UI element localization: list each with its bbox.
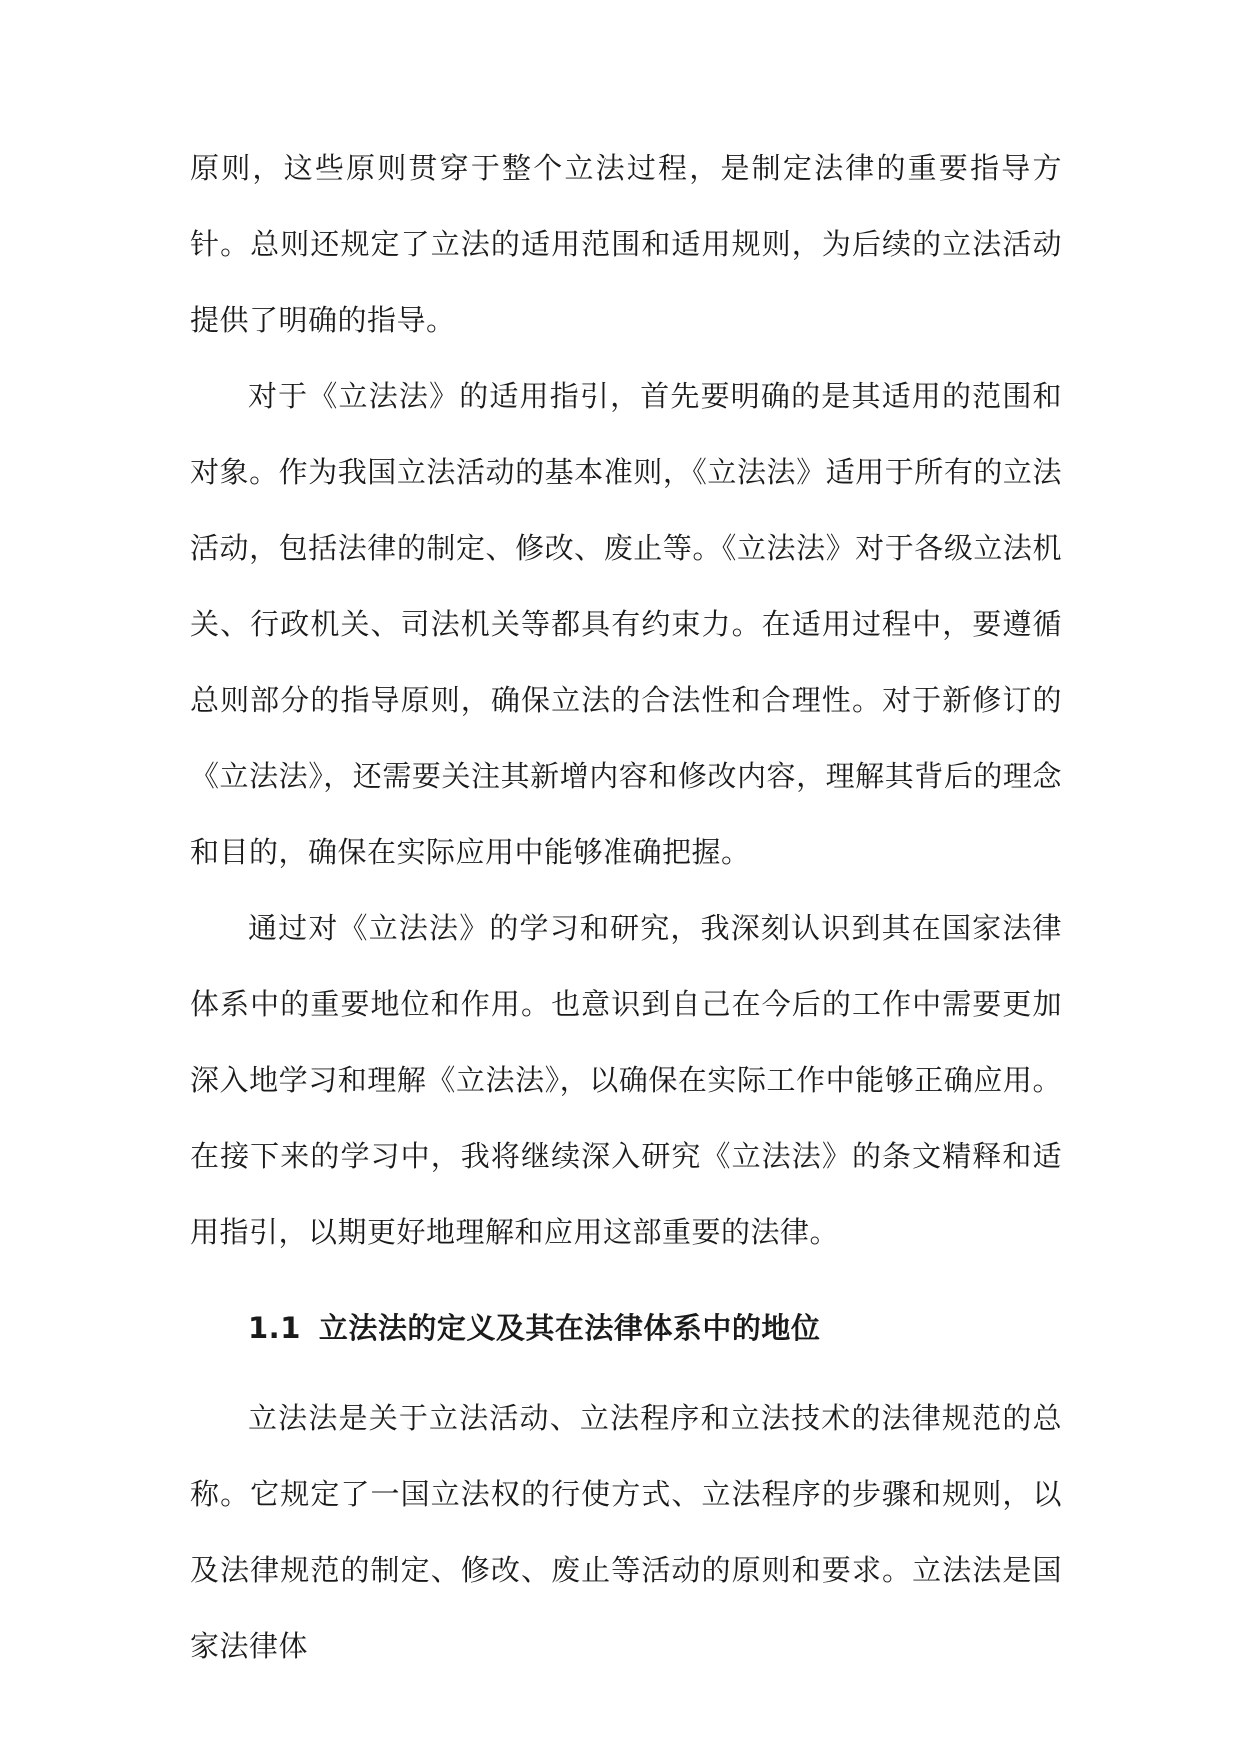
section-title: 立法法的定义及其在法律体系中的地位 xyxy=(318,1311,821,1345)
section-heading xyxy=(248,1298,820,1358)
section-number: 1.1 xyxy=(248,1311,301,1345)
paragraph-study-reflection: 通过对《立法法》的学习和研究，我深刻认识到其在国家法律体系中的重要地位和作用。也意识到自己在今后的工作中需要更加深入地学习和理解《立法法》，以确保在实际工作中能够正确应用。在接下来的学习中，我将继续深入研究《立法法》的条文精释和适用指引，以期更好地理解和应用这部重要的法律。 xyxy=(190,911,1062,1249)
paragraph-section-definition: 立法法是关于立法活动、立法程序和立法技术的法律规范的总称。它规定了一国立法权的行使方式、立法程序的步骤和规则，以及法律规范的制定、修改、废止等活动的原则和要求。立法法是国家法律体 xyxy=(190,1401,1062,1663)
paragraph-application-guide: 对于《立法法》的适用指引，首先要明确的是其适用的范围和对象。作为我国立法活动的基本准则，《立法法》适用于所有的立法活动，包括法律的制定、修改、废止等。《立法法》对于各级立法机关、行政机关、司法机关等都具有约束力。在适用过程中，要遵循总则部分的指导原则，确保立法的合法性和合理性。对于新修订的《立法法》，还需要关注其新增内容和修改内容，理解其背后的理念和目的，确保在实际应用中能够准确把握。 xyxy=(190,379,1062,869)
paragraph-continuation: 原则，这些原则贯穿于整个立法过程，是制定法律的重要指导方针。总则还规定了立法的适用范围和适用规则，为后续的立法活动提供了明确的指导。 xyxy=(190,151,1062,337)
